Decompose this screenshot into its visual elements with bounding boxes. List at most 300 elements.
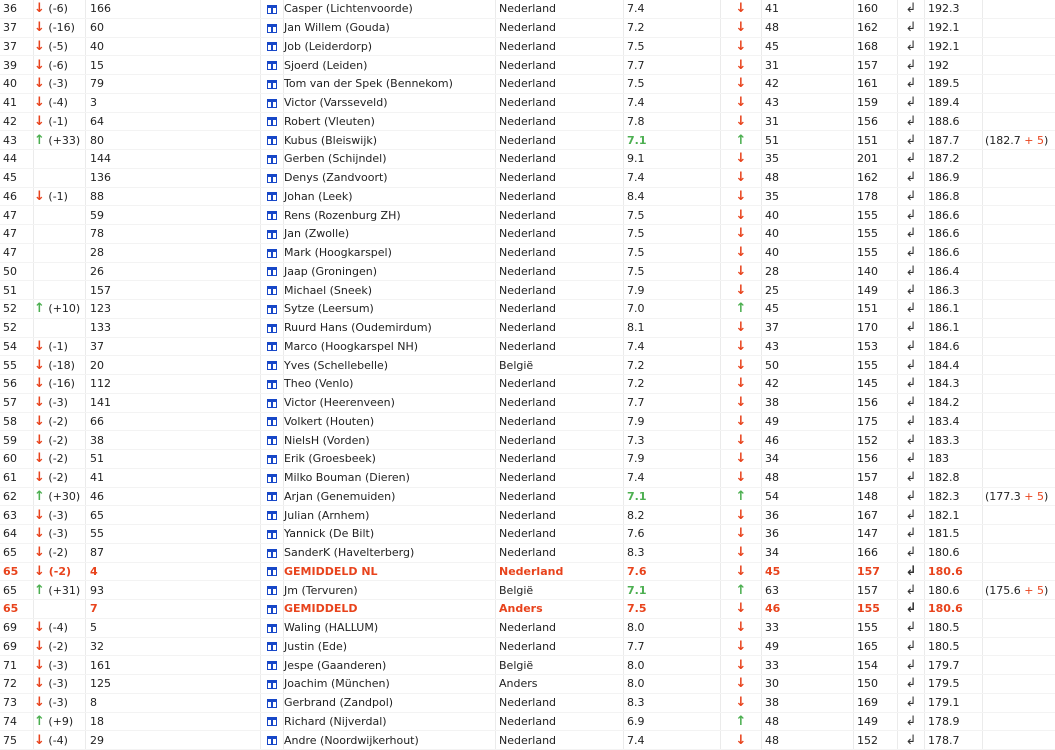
score-value: 7.0 (627, 302, 645, 315)
return-cell (898, 225, 925, 244)
score-cell (624, 356, 721, 375)
score-cell (624, 93, 721, 112)
number-cell (86, 150, 261, 169)
bonus-cell (983, 562, 1055, 581)
country-cell (496, 543, 624, 562)
flag-icon (267, 61, 277, 70)
score-value: 8.2 (627, 509, 645, 522)
arrow-up-icon: ↑ (34, 714, 45, 729)
number-cell (86, 506, 261, 525)
table-row (0, 731, 1055, 750)
number-value: 123 (90, 302, 111, 315)
arrow-up-icon: ↑ (736, 133, 747, 148)
value-1-cell (762, 318, 854, 337)
score-trend-cell (721, 225, 762, 244)
value-1: 31 (765, 115, 779, 128)
table-row (0, 262, 1055, 281)
score-cell (624, 525, 721, 544)
score-cell (624, 262, 721, 281)
rank-value: 47 (3, 209, 17, 222)
value-1-cell (762, 581, 854, 600)
score-value: 7.5 (627, 209, 645, 222)
score-trend-cell (721, 262, 762, 281)
rank-cell (0, 206, 34, 225)
rank-cell (0, 675, 34, 694)
score-trend-cell (721, 600, 762, 619)
score-trend-cell (721, 93, 762, 112)
country-name: Nederland (499, 434, 556, 447)
score-trend-cell (721, 431, 762, 450)
rank-value: 47 (3, 246, 17, 259)
name-cell (284, 543, 496, 562)
score-value: 7.7 (627, 640, 645, 653)
flag-icon (267, 24, 277, 33)
rank-cell (0, 637, 34, 656)
rank-cell (0, 656, 34, 675)
bonus-end: ) (1044, 584, 1048, 597)
return-cell (898, 206, 925, 225)
country-name: Nederland (499, 377, 556, 390)
return-cell (898, 356, 925, 375)
return-cell (898, 0, 925, 18)
value-1-cell (762, 93, 854, 112)
number-value: 60 (90, 21, 104, 34)
country-name: Nederland (499, 509, 556, 522)
arrow-down-icon: ↓ (34, 189, 45, 204)
total-value: 187.2 (928, 152, 960, 165)
participant-name: Jan (Zwolle) (284, 227, 349, 240)
flag-cell (261, 93, 284, 112)
rank-cell (0, 562, 34, 581)
score-trend-cell (721, 506, 762, 525)
score-trend-cell (721, 0, 762, 18)
table-row (0, 506, 1055, 525)
value-1-cell (762, 637, 854, 656)
rank-change-cell (34, 150, 86, 169)
value-2-cell (854, 431, 898, 450)
bonus-base: (182.7 (985, 134, 1021, 147)
value-2-cell (854, 356, 898, 375)
participant-name: Gerbrand (Zandpol) (284, 696, 393, 709)
score-trend-cell (721, 525, 762, 544)
total-value: 186.6 (928, 227, 960, 240)
arrow-down-icon: ↓ (736, 95, 747, 110)
score-cell (624, 600, 721, 619)
value-2-cell (854, 468, 898, 487)
arrow-down-icon: ↓ (34, 676, 45, 691)
number-value: 87 (90, 546, 104, 559)
participant-name: Arjan (Genemuiden) (284, 490, 395, 503)
rank-change: (-6) (48, 2, 68, 15)
arrow-down-icon: ↓ (736, 114, 747, 129)
number-cell (86, 450, 261, 469)
number-cell (86, 206, 261, 225)
table-row (0, 337, 1055, 356)
value-1-cell (762, 506, 854, 525)
score-trend-cell (721, 731, 762, 750)
total-cell (925, 131, 983, 150)
arrow-down-icon: ↓ (736, 470, 747, 485)
arrow-down-icon: ↓ (34, 1, 45, 16)
number-value: 78 (90, 227, 104, 240)
rank-change-cell (34, 712, 86, 731)
value-2: 149 (857, 284, 878, 297)
rank-change: (-2) (48, 452, 68, 465)
value-1-cell (762, 431, 854, 450)
participant-name: NielsH (Vorden) (284, 434, 370, 447)
table-row (0, 37, 1055, 56)
table-row (0, 356, 1055, 375)
rank-value: 50 (3, 265, 17, 278)
country-name: Nederland (499, 621, 556, 634)
name-cell (284, 450, 496, 469)
value-2-cell (854, 318, 898, 337)
value-2-cell (854, 243, 898, 262)
total-value: 186.6 (928, 209, 960, 222)
total-cell (925, 281, 983, 300)
country-name: Nederland (499, 452, 556, 465)
rank-value: 55 (3, 359, 17, 372)
score-value: 8.4 (627, 190, 645, 203)
arrow-down-icon: ↓ (736, 283, 747, 298)
rank-value: 75 (3, 734, 17, 747)
country-name: Nederland (499, 415, 556, 428)
number-cell (86, 637, 261, 656)
country-name: Nederland (499, 546, 556, 559)
number-value: 144 (90, 152, 111, 165)
bonus-cell (983, 712, 1055, 731)
rank-value: 73 (3, 696, 17, 709)
rank-cell (0, 281, 34, 300)
value-1-cell (762, 243, 854, 262)
table-row (0, 206, 1055, 225)
return-arrow-icon: ↲ (906, 208, 917, 223)
bonus-cell (983, 581, 1055, 600)
arrow-down-icon: ↓ (736, 658, 747, 673)
name-cell (284, 393, 496, 412)
number-cell (86, 168, 261, 187)
score-trend-cell (721, 618, 762, 637)
flag-cell (261, 431, 284, 450)
participant-name: Richard (Nijverdal) (284, 715, 387, 728)
total-cell (925, 637, 983, 656)
country-cell (496, 56, 624, 75)
value-2: 159 (857, 96, 878, 109)
score-value: 7.4 (627, 2, 645, 15)
value-1-cell (762, 56, 854, 75)
bonus-cell (983, 375, 1055, 394)
rank-change-cell (34, 731, 86, 750)
score-cell (624, 281, 721, 300)
return-cell (898, 637, 925, 656)
value-2-cell (854, 637, 898, 656)
rank-change: (-3) (48, 396, 68, 409)
total-cell (925, 56, 983, 75)
arrow-down-icon: ↓ (736, 264, 747, 279)
country-name: Anders (499, 602, 543, 615)
value-2: 145 (857, 377, 878, 390)
total-cell (925, 731, 983, 750)
return-cell (898, 375, 925, 394)
participant-name: Andre (Noordwijkerhout) (284, 734, 419, 747)
total-value: 189.4 (928, 96, 960, 109)
table-row (0, 543, 1055, 562)
arrow-down-icon: ↓ (34, 639, 45, 654)
number-value: 93 (90, 584, 104, 597)
flag-icon (267, 174, 277, 183)
rank-change-cell (34, 450, 86, 469)
bonus-plus: + 5 (1024, 490, 1044, 503)
flag-cell (261, 187, 284, 206)
score-cell (624, 225, 721, 244)
rank-value: 71 (3, 659, 17, 672)
country-name: Nederland (499, 2, 556, 15)
value-2: 151 (857, 134, 878, 147)
total-cell (925, 450, 983, 469)
name-cell (284, 168, 496, 187)
value-2: 140 (857, 265, 878, 278)
return-cell (898, 525, 925, 544)
country-cell (496, 187, 624, 206)
name-cell (284, 562, 496, 581)
return-cell (898, 656, 925, 675)
rank-cell (0, 543, 34, 562)
rank-change: (-3) (48, 509, 68, 522)
bonus-end: ) (1044, 490, 1048, 503)
table-row (0, 56, 1055, 75)
arrow-down-icon: ↓ (736, 320, 747, 335)
rank-change-cell (34, 393, 86, 412)
return-arrow-icon: ↲ (906, 320, 917, 335)
number-cell (86, 675, 261, 694)
participant-name: Michael (Sneek) (284, 284, 372, 297)
value-1: 48 (765, 471, 779, 484)
table-row (0, 412, 1055, 431)
rank-change: (-3) (48, 659, 68, 672)
return-arrow-icon: ↲ (906, 170, 917, 185)
score-value: 8.0 (627, 677, 645, 690)
value-2-cell (854, 581, 898, 600)
score-value: 7.1 (627, 134, 647, 147)
table-row (0, 693, 1055, 712)
rank-cell (0, 525, 34, 544)
score-cell (624, 581, 721, 600)
arrow-down-icon: ↓ (34, 545, 45, 560)
country-cell (496, 18, 624, 37)
bonus-cell (983, 675, 1055, 694)
rank-value: 40 (3, 77, 17, 90)
score-value: 8.3 (627, 546, 645, 559)
participant-name: Mark (Hoogkarspel) (284, 246, 392, 259)
rank-value: 45 (3, 171, 17, 184)
value-1: 35 (765, 152, 779, 165)
flag-cell (261, 543, 284, 562)
value-2-cell (854, 93, 898, 112)
rank-change: (-4) (48, 734, 68, 747)
value-2: 151 (857, 302, 878, 315)
name-cell (284, 356, 496, 375)
rank-change-cell (34, 618, 86, 637)
name-cell (284, 93, 496, 112)
country-name: Nederland (499, 396, 556, 409)
number-value: 79 (90, 77, 104, 90)
total-value: 186.1 (928, 321, 960, 334)
flag-icon (267, 492, 277, 501)
total-cell (925, 37, 983, 56)
number-cell (86, 356, 261, 375)
total-value: 188.6 (928, 115, 960, 128)
score-value: 7.1 (627, 490, 647, 503)
country-cell (496, 618, 624, 637)
table-row (0, 487, 1055, 506)
score-cell (624, 712, 721, 731)
participant-name: Joachim (München) (284, 677, 390, 690)
flag-cell (261, 637, 284, 656)
rank-change: (-1) (48, 115, 68, 128)
return-arrow-icon: ↲ (906, 508, 917, 523)
bonus-cell (983, 731, 1055, 750)
return-cell (898, 243, 925, 262)
value-1: 38 (765, 396, 779, 409)
flag-icon (267, 305, 277, 314)
rank-change-cell (34, 318, 86, 337)
flag-cell (261, 581, 284, 600)
number-cell (86, 600, 261, 619)
rank-change: (+30) (48, 490, 80, 503)
rank-cell (0, 693, 34, 712)
rank-change-cell (34, 112, 86, 131)
flag-icon (267, 249, 277, 258)
number-value: 133 (90, 321, 111, 334)
country-name: Anders (499, 677, 538, 690)
total-cell (925, 525, 983, 544)
bonus-cell (983, 506, 1055, 525)
score-cell (624, 543, 721, 562)
rank-change: (+33) (48, 134, 80, 147)
number-value: 55 (90, 527, 104, 540)
score-value: 7.6 (627, 565, 647, 578)
number-value: 40 (90, 40, 104, 53)
value-2: 153 (857, 340, 878, 353)
rank-cell (0, 450, 34, 469)
total-value: 182.8 (928, 471, 960, 484)
table-row (0, 581, 1055, 600)
value-2-cell (854, 525, 898, 544)
country-name: Nederland (499, 734, 556, 747)
value-2-cell (854, 56, 898, 75)
rank-change-cell (34, 487, 86, 506)
name-cell (284, 637, 496, 656)
name-cell (284, 318, 496, 337)
arrow-down-icon: ↓ (34, 339, 45, 354)
rank-value: 58 (3, 415, 17, 428)
bonus-base: (175.6 (985, 584, 1021, 597)
score-cell (624, 56, 721, 75)
value-2: 155 (857, 209, 878, 222)
rank-cell (0, 487, 34, 506)
participant-name: Waling (HALLUM) (284, 621, 378, 634)
value-1-cell (762, 393, 854, 412)
country-cell (496, 637, 624, 656)
flag-cell (261, 75, 284, 94)
return-cell (898, 431, 925, 450)
flag-cell (261, 262, 284, 281)
value-2-cell (854, 506, 898, 525)
score-value: 7.5 (627, 227, 645, 240)
return-cell (898, 562, 925, 581)
value-1: 63 (765, 584, 779, 597)
arrow-down-icon: ↓ (34, 695, 45, 710)
value-2-cell (854, 412, 898, 431)
score-trend-cell (721, 37, 762, 56)
participant-name: Erik (Groesbeek) (284, 452, 376, 465)
flag-cell (261, 131, 284, 150)
participant-name: GEMIDDELD NL (284, 565, 378, 578)
table-row (0, 281, 1055, 300)
number-value: 59 (90, 209, 104, 222)
score-cell (624, 300, 721, 319)
score-value: 7.5 (627, 246, 645, 259)
country-name: Nederland (499, 152, 556, 165)
total-value: 192.1 (928, 40, 960, 53)
score-cell (624, 412, 721, 431)
flag-cell (261, 450, 284, 469)
arrow-down-icon: ↓ (34, 20, 45, 35)
table-row (0, 468, 1055, 487)
score-trend-cell (721, 468, 762, 487)
return-cell (898, 581, 925, 600)
total-cell (925, 112, 983, 131)
country-cell (496, 318, 624, 337)
country-cell (496, 393, 624, 412)
flag-cell (261, 731, 284, 750)
score-cell (624, 731, 721, 750)
return-arrow-icon: ↲ (906, 95, 917, 110)
rank-change-cell (34, 693, 86, 712)
bonus-cell (983, 318, 1055, 337)
country-name: Nederland (499, 527, 556, 540)
name-cell (284, 431, 496, 450)
country-cell (496, 375, 624, 394)
flag-cell (261, 693, 284, 712)
total-value: 179.5 (928, 677, 960, 690)
participant-name: Justin (Ede) (284, 640, 347, 653)
number-value: 51 (90, 452, 104, 465)
number-value: 136 (90, 171, 111, 184)
total-value: 192 (928, 59, 949, 72)
total-value: 179.1 (928, 696, 960, 709)
participant-name: Theo (Venlo) (284, 377, 353, 390)
value-2-cell (854, 600, 898, 619)
flag-icon (267, 567, 277, 576)
name-cell (284, 300, 496, 319)
name-cell (284, 375, 496, 394)
rank-change-cell (34, 243, 86, 262)
country-name: Nederland (499, 40, 556, 53)
number-value: 46 (90, 490, 104, 503)
value-2-cell (854, 393, 898, 412)
value-2-cell (854, 712, 898, 731)
participant-name: Yannick (De Bilt) (284, 527, 374, 540)
flag-cell (261, 375, 284, 394)
participant-name: Robert (Vleuten) (284, 115, 375, 128)
score-trend-cell (721, 56, 762, 75)
number-value: 112 (90, 377, 111, 390)
value-2: 155 (857, 621, 878, 634)
rank-change-cell (34, 337, 86, 356)
return-cell (898, 131, 925, 150)
score-trend-cell (721, 693, 762, 712)
